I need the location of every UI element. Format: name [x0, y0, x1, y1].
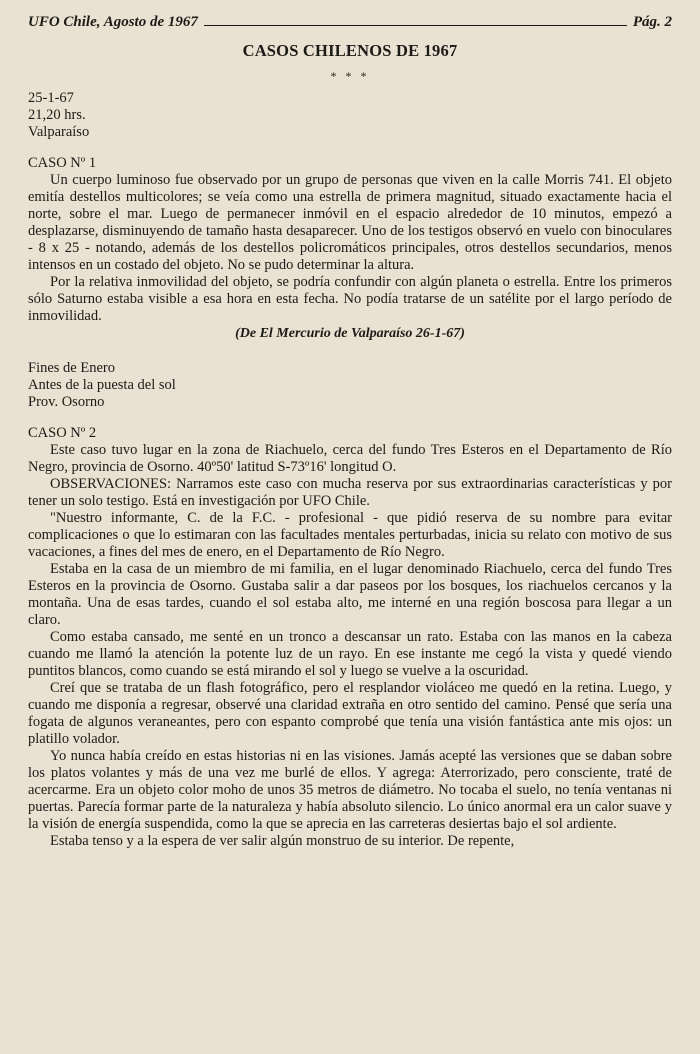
case2-paragraph: Estaba en la casa de un miembro de mi familia, en el lugar denominado Riachuelo, cerca del fundo Tres Esteros en la provincia de Osorno. Gustaba salir a dar paseos por los bosques, los riachuelos cercanos y la montaña. Una de esas tardes, cuando el sol estaba alto, me interné en una región boscosa para llegar a un claro. [28, 561, 672, 628]
case1-meta [28, 90, 672, 141]
case1-date: 25-1-67 [28, 90, 74, 106]
header-rule [204, 25, 627, 26]
page-title: CASOS CHILENOS DE 1967 [242, 41, 458, 60]
header-page-number: Pág. 2 [632, 14, 672, 30]
case2-meta [28, 360, 672, 411]
case2-paragraph: OBSERVACIONES: Narramos este caso con mucha reserva por sus extraordinarias características y por tener un solo testigo. Está en investigación por UFO Chile. [28, 476, 672, 509]
case2-time: Antes de la puesta del sol [28, 377, 176, 393]
case2-paragraph: Estaba tenso y a la espera de ver salir algún monstruo de su interior. De repente, [50, 833, 515, 849]
section-separator: * * * [330, 69, 370, 83]
running-header [28, 14, 672, 31]
header-publication: UFO Chile, Agosto de 1967 [28, 14, 198, 30]
case1-paragraph: Por la relativa inmovilidad del objeto, se podría confundir con algún planeta o estrella. Entre los primeros sólo Saturno estaba visible a esa hora en esta fecha. No podía tratarse de un satélite por el largo período de inmovilidad. [28, 274, 672, 324]
case2-paragraph: Yo nunca había creído en estas historias ni en las visiones. Jamás acepté las versiones que se daban sobre los platos volantes y más de una vez me burlé de ellos. Y agrega: Aterrorizado, pero consciente, traté de acercarme. Era un objeto color moho de unos 35 metros de diámetro. No tocaba el suelo, no tenía ventanas ni puertas. Parecía formar parte de la naturaleza y había absoluto silencio. Lo único anormal era un calor suave y la visión de energía suspendida, como la que se aprecia en las carreteras desiertas bajo el sol ardiente. [28, 748, 672, 832]
case2-heading: CASO Nº 2 [28, 425, 97, 441]
case1-heading: CASO Nº 1 [28, 155, 97, 171]
case1-time: 21,20 hrs. [28, 107, 86, 123]
case1-citation: (De El Mercurio de Valparaíso 26-1-67) [235, 326, 465, 341]
case2-paragraph: "Nuestro informante, C. de la F.C. - profesional - que pidió reserva de su nombre para evitar complicaciones o que lo estimaran con las facultades mentales perturbadas, inicia su relato con motivo de sus vacaciones, a fines del mes de enero, en el Departamento de Río Negro. [28, 510, 672, 560]
case2-paragraph: Este caso tuvo lugar en la zona de Riachuelo, cerca del fundo Tres Esteros en el Departamento de Río Negro, provincia de Osorno. 40º50' latitud S-73º16' longitud O. [28, 442, 672, 475]
case2-date: Fines de Enero [28, 360, 115, 376]
case2-paragraph: Como estaba cansado, me senté en un tronco a descansar un rato. Estaba con las manos en la cabeza cuando me llamó la atención la potente luz de un rayo. En ese instante me cegó la vista y quedé viendo puntitos blancos, como cuando se está mirando el sol y luego se vuelve a la oscuridad. [28, 629, 672, 679]
case2-paragraph: Creí que se trataba de un flash fotográfico, pero el resplandor violáceo me quedó en la retina. Luego, y cuando me disponía a regresar, observé una claridad extraña en otro sentido del camino. Pensé que sería una fogata de algunos veraneantes, pero con espanto comprobé que tenía una visión fantástica ante mis ojos: un platillo volador. [28, 680, 672, 747]
case1-paragraph: Un cuerpo luminoso fue observado por un grupo de personas que viven en la calle Morris 741. El objeto emitía destellos multicolores; se veía como una estrella de primera magnitud, situado exactamente hacia el norte, sobre el mar. Luego de permanecer inmóvil en el espacio alrededor de 10 minutos, empezó a desplazarse, disminuyendo de tamaño hasta desaparecer. Uno de los testigos observó en vuelo con binoculares - 8 x 25 - notando, además de los destellos policromáticos principales, otros destellos secundarios, menos intensos en un costado del objeto. No se pudo determinar la altura. [28, 172, 672, 273]
case2-place: Prov. Osorno [28, 394, 105, 410]
case1-place: Valparaíso [28, 124, 90, 140]
